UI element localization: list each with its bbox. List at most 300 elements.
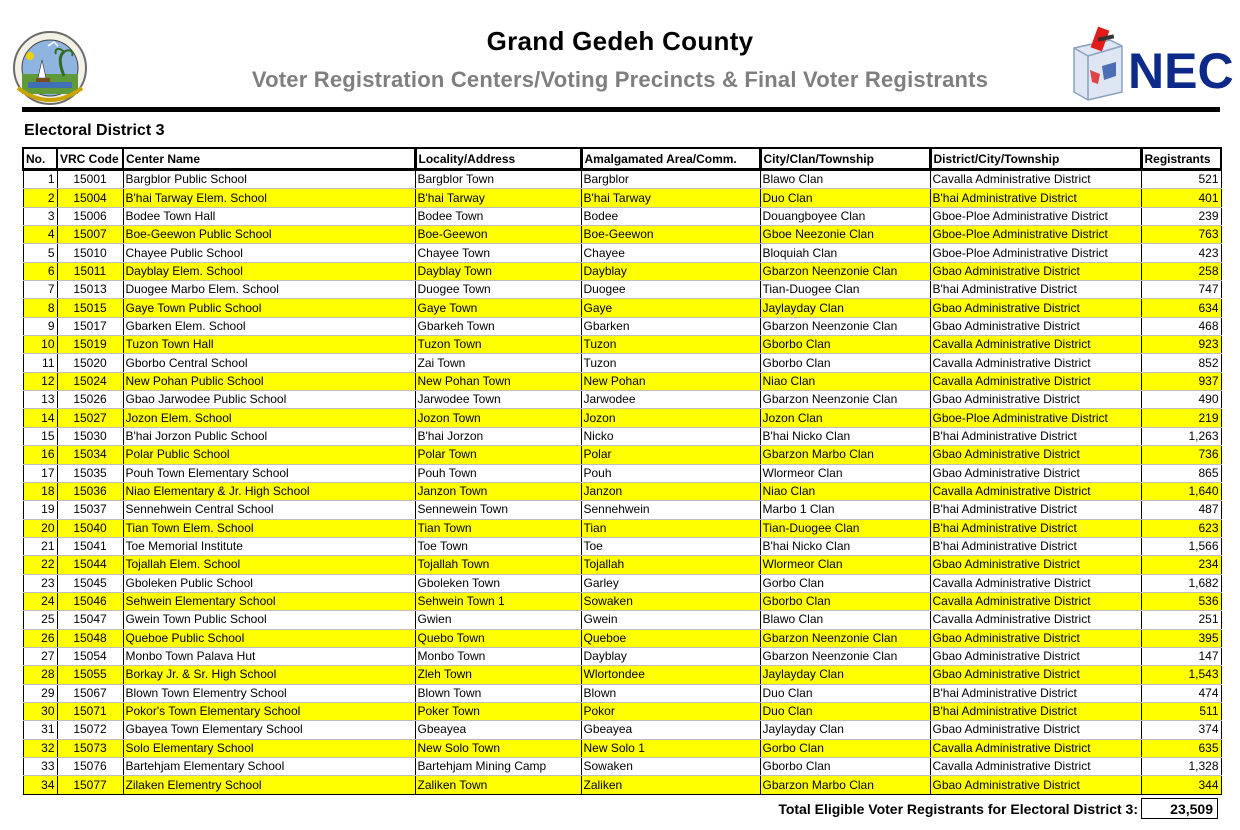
cell-vrc-code: 15007 xyxy=(57,226,123,244)
cell-row-no: 6 xyxy=(23,262,57,280)
cell-district: Gbao Administrative District xyxy=(930,464,1141,482)
cell-row-no: 10 xyxy=(23,336,57,354)
cell-vrc-code: 15020 xyxy=(57,354,123,372)
cell-locality: Gaye Town xyxy=(415,299,581,317)
district-title: Electoral District 3 xyxy=(24,122,165,139)
cell-amalgamated-area: Blown xyxy=(581,684,760,702)
cell-district: Cavalla Administrative District xyxy=(930,592,1141,610)
cell-amalgamated-area: Queboe xyxy=(581,629,760,647)
cell-city-clan: Bloquiah Clan xyxy=(760,244,930,262)
cell-row-no: 32 xyxy=(23,739,57,757)
cell-amalgamated-area: Sowaken xyxy=(581,592,760,610)
cell-district: Gboe-Ploe Administrative District xyxy=(930,226,1141,244)
col-header-registrants[interactable]: Registrants xyxy=(1141,148,1221,170)
table-row[interactable] xyxy=(23,170,1221,189)
cell-locality: Zleh Town xyxy=(415,666,581,684)
cell-district: B'hai Administrative District xyxy=(930,189,1141,207)
cell-district: Gbao Administrative District xyxy=(930,666,1141,684)
cell-city-clan: Gborbo Clan xyxy=(760,354,930,372)
col-header-district[interactable]: District/City/Township xyxy=(930,148,1141,170)
cell-vrc-code: 15076 xyxy=(57,758,123,776)
cell-city-clan: Jaylayday Clan xyxy=(760,299,930,317)
cell-locality: B'hai Tarway xyxy=(415,189,581,207)
cell-registrants: 344 xyxy=(1141,776,1221,794)
cell-city-clan: Tian-Duogee Clan xyxy=(760,281,930,299)
cell-locality: Bargblor Town xyxy=(415,170,581,189)
cell-city-clan: Gorbo Clan xyxy=(760,574,930,592)
cell-amalgamated-area: Tojallah xyxy=(581,556,760,574)
cell-amalgamated-area: Gbeayea xyxy=(581,721,760,739)
cell-registrants: 1,543 xyxy=(1141,666,1221,684)
cell-city-clan: Niao Clan xyxy=(760,372,930,390)
cell-amalgamated-area: Pokor xyxy=(581,702,760,720)
table-row[interactable] xyxy=(23,666,1221,684)
cell-district: Gboe-Ploe Administrative District xyxy=(930,409,1141,427)
table-row[interactable] xyxy=(23,684,1221,702)
cell-amalgamated-area: Jozon xyxy=(581,409,760,427)
cell-city-clan: Gbarzon Neenzonie Clan xyxy=(760,647,930,665)
cell-vrc-code: 15001 xyxy=(57,170,123,189)
cell-vrc-code: 15045 xyxy=(57,574,123,592)
cell-district: Gbao Administrative District xyxy=(930,776,1141,794)
cell-registrants: 763 xyxy=(1141,226,1221,244)
page-title: Grand Gedeh County xyxy=(486,26,754,56)
cell-registrants: 468 xyxy=(1141,317,1221,335)
table-row[interactable] xyxy=(23,519,1221,537)
cell-center-name: Bartehjam Elementary School xyxy=(123,758,415,776)
cell-locality: Bartehjam Mining Camp xyxy=(415,758,581,776)
cell-center-name: Sennehwein Central School xyxy=(123,501,415,519)
table-row[interactable] xyxy=(23,409,1221,427)
cell-amalgamated-area: Bodee xyxy=(581,207,760,225)
cell-row-no: 27 xyxy=(23,647,57,665)
cell-registrants: 490 xyxy=(1141,391,1221,409)
cell-center-name: Toe Memorial Institute xyxy=(123,537,415,555)
cell-locality: B'hai Jorzon xyxy=(415,427,581,445)
cell-row-no: 15 xyxy=(23,427,57,445)
cell-city-clan: B'hai Nicko Clan xyxy=(760,427,930,445)
table-row[interactable] xyxy=(23,244,1221,262)
cell-center-name: B'hai Tarway Elem. School xyxy=(123,189,415,207)
table-row[interactable] xyxy=(23,537,1221,555)
cell-district: Gbao Administrative District xyxy=(930,629,1141,647)
cell-vrc-code: 15010 xyxy=(57,244,123,262)
cell-center-name: Jozon Elem. School xyxy=(123,409,415,427)
cell-row-no: 4 xyxy=(23,226,57,244)
cell-row-no: 33 xyxy=(23,758,57,776)
cell-row-no: 14 xyxy=(23,409,57,427)
cell-vrc-code: 15040 xyxy=(57,519,123,537)
cell-amalgamated-area: Duogee xyxy=(581,281,760,299)
cell-center-name: Zilaken Elementry School xyxy=(123,776,415,794)
table-row[interactable] xyxy=(23,189,1221,207)
cell-district: B'hai Administrative District xyxy=(930,702,1141,720)
cell-city-clan: Duo Clan xyxy=(760,684,930,702)
table-row[interactable] xyxy=(23,427,1221,445)
table-row[interactable] xyxy=(23,299,1221,317)
cell-registrants: 147 xyxy=(1141,647,1221,665)
cell-amalgamated-area: Gaye xyxy=(581,299,760,317)
cell-center-name: Duogee Marbo Elem. School xyxy=(123,281,415,299)
table-body xyxy=(23,170,1221,795)
cell-row-no: 5 xyxy=(23,244,57,262)
cell-row-no: 31 xyxy=(23,721,57,739)
cell-registrants: 1,263 xyxy=(1141,427,1221,445)
cell-vrc-code: 15046 xyxy=(57,592,123,610)
cell-amalgamated-area: Bargblor xyxy=(581,170,760,189)
cell-row-no: 8 xyxy=(23,299,57,317)
table-row[interactable] xyxy=(23,262,1221,280)
cell-locality: Bodee Town xyxy=(415,207,581,225)
cell-amalgamated-area: Sowaken xyxy=(581,758,760,776)
cell-city-clan: Niao Clan xyxy=(760,482,930,500)
cell-registrants: 635 xyxy=(1141,739,1221,757)
cell-vrc-code: 15055 xyxy=(57,666,123,684)
cell-locality: Pouh Town xyxy=(415,464,581,482)
cell-registrants: 258 xyxy=(1141,262,1221,280)
cell-center-name: Borkay Jr. & Sr. High School xyxy=(123,666,415,684)
cell-registrants: 521 xyxy=(1141,170,1221,189)
cell-locality: Gbarkeh Town xyxy=(415,317,581,335)
cell-city-clan: Gbarzon Neenzonie Clan xyxy=(760,262,930,280)
cell-locality: Zaliken Town xyxy=(415,776,581,794)
cell-amalgamated-area: Toe xyxy=(581,537,760,555)
cell-vrc-code: 15004 xyxy=(57,189,123,207)
cell-vrc-code: 15037 xyxy=(57,501,123,519)
cell-vrc-code: 15030 xyxy=(57,427,123,445)
cell-district: Cavalla Administrative District xyxy=(930,336,1141,354)
cell-vrc-code: 15015 xyxy=(57,299,123,317)
cell-registrants: 1,328 xyxy=(1141,758,1221,776)
cell-locality: Duogee Town xyxy=(415,281,581,299)
cell-center-name: Boe-Geewon Public School xyxy=(123,226,415,244)
cell-row-no: 7 xyxy=(23,281,57,299)
cell-center-name: Dayblay Elem. School xyxy=(123,262,415,280)
cell-district: Gbao Administrative District xyxy=(930,262,1141,280)
cell-city-clan: Gbarzon Marbo Clan xyxy=(760,776,930,794)
cell-locality: Dayblay Town xyxy=(415,262,581,280)
cell-registrants: 536 xyxy=(1141,592,1221,610)
cell-registrants: 623 xyxy=(1141,519,1221,537)
cell-registrants: 937 xyxy=(1141,372,1221,390)
cell-vrc-code: 15024 xyxy=(57,372,123,390)
cell-vrc-code: 15071 xyxy=(57,702,123,720)
cell-district: B'hai Administrative District xyxy=(930,501,1141,519)
cell-city-clan: Douangboyee Clan xyxy=(760,207,930,225)
cell-amalgamated-area: Zaliken xyxy=(581,776,760,794)
cell-center-name: Chayee Public School xyxy=(123,244,415,262)
cell-locality: Tojallah Town xyxy=(415,556,581,574)
cell-center-name: Tojallah Elem. School xyxy=(123,556,415,574)
cell-locality: Polar Town xyxy=(415,446,581,464)
cell-city-clan: Marbo 1 Clan xyxy=(760,501,930,519)
col-header-city-clan[interactable]: City/Clan/Township xyxy=(760,148,930,170)
cell-registrants: 747 xyxy=(1141,281,1221,299)
cell-vrc-code: 15026 xyxy=(57,391,123,409)
cell-center-name: Tuzon Town Hall xyxy=(123,336,415,354)
cell-registrants: 234 xyxy=(1141,556,1221,574)
cell-city-clan: Wlormeor Clan xyxy=(760,464,930,482)
cell-center-name: Bodee Town Hall xyxy=(123,207,415,225)
cell-center-name: Gbarken Elem. School xyxy=(123,317,415,335)
table-row[interactable] xyxy=(23,721,1221,739)
cell-locality: Chayee Town xyxy=(415,244,581,262)
cell-city-clan: Jozon Clan xyxy=(760,409,930,427)
table-row[interactable] xyxy=(23,336,1221,354)
cell-city-clan: Gboe Neezonie Clan xyxy=(760,226,930,244)
cell-registrants: 852 xyxy=(1141,354,1221,372)
cell-row-no: 26 xyxy=(23,629,57,647)
col-header-locality[interactable]: Locality/Address xyxy=(415,148,581,170)
table-row[interactable] xyxy=(23,776,1221,794)
cell-vrc-code: 15034 xyxy=(57,446,123,464)
cell-district: Cavalla Administrative District xyxy=(930,354,1141,372)
cell-locality: Poker Town xyxy=(415,702,581,720)
cell-row-no: 25 xyxy=(23,611,57,629)
table-row[interactable] xyxy=(23,611,1221,629)
cell-amalgamated-area: Gwein xyxy=(581,611,760,629)
cell-center-name: Gbayea Town Elementary School xyxy=(123,721,415,739)
cell-registrants: 736 xyxy=(1141,446,1221,464)
cell-vrc-code: 15048 xyxy=(57,629,123,647)
cell-locality: Sennewein Town xyxy=(415,501,581,519)
cell-locality: Tian Town xyxy=(415,519,581,537)
cell-district: Gbao Administrative District xyxy=(930,391,1141,409)
cell-amalgamated-area: Tuzon xyxy=(581,336,760,354)
cell-city-clan: Gbarzon Neenzonie Clan xyxy=(760,391,930,409)
cell-amalgamated-area: Garley xyxy=(581,574,760,592)
page-subtitle: Voter Registration Centers/Voting Precincts & Final Voter Registrants xyxy=(251,67,989,92)
cell-center-name: Niao Elementary & Jr. High School xyxy=(123,482,415,500)
cell-city-clan: B'hai Nicko Clan xyxy=(760,537,930,555)
cell-amalgamated-area: Chayee xyxy=(581,244,760,262)
cell-registrants: 239 xyxy=(1141,207,1221,225)
cell-amalgamated-area: Sennehwein xyxy=(581,501,760,519)
cell-vrc-code: 15054 xyxy=(57,647,123,665)
cell-district: B'hai Administrative District xyxy=(930,281,1141,299)
cell-city-clan: Gborbo Clan xyxy=(760,758,930,776)
cell-locality: Blown Town xyxy=(415,684,581,702)
cell-registrants: 374 xyxy=(1141,721,1221,739)
cell-locality: Gboleken Town xyxy=(415,574,581,592)
cell-vrc-code: 15027 xyxy=(57,409,123,427)
table-row[interactable] xyxy=(23,207,1221,225)
cell-vrc-code: 15011 xyxy=(57,262,123,280)
table-row[interactable] xyxy=(23,647,1221,665)
cell-registrants: 487 xyxy=(1141,501,1221,519)
cell-center-name: Gborbo Central School xyxy=(123,354,415,372)
cell-row-no: 2 xyxy=(23,189,57,207)
cell-district: Cavalla Administrative District xyxy=(930,170,1141,189)
cell-amalgamated-area: Tuzon xyxy=(581,354,760,372)
cell-amalgamated-area: Gbarken xyxy=(581,317,760,335)
cell-row-no: 30 xyxy=(23,702,57,720)
cell-center-name: Sehwein Elementary School xyxy=(123,592,415,610)
table-row[interactable] xyxy=(23,574,1221,592)
cell-vrc-code: 15044 xyxy=(57,556,123,574)
cell-row-no: 22 xyxy=(23,556,57,574)
table-row[interactable] xyxy=(23,739,1221,757)
cell-locality: Gbeayea xyxy=(415,721,581,739)
cell-row-no: 18 xyxy=(23,482,57,500)
col-header-center-name[interactable]: Center Name xyxy=(123,148,415,170)
cell-city-clan: Gorbo Clan xyxy=(760,739,930,757)
cell-city-clan: Blawo Clan xyxy=(760,611,930,629)
col-header-amalgamated-area[interactable]: Amalgamated Area/Comm. xyxy=(581,148,760,170)
cell-locality: Tuzon Town xyxy=(415,336,581,354)
nec-logo-text: NEC xyxy=(1128,43,1234,99)
cell-row-no: 3 xyxy=(23,207,57,225)
cell-registrants: 1,640 xyxy=(1141,482,1221,500)
cell-center-name: Solo Elementary School xyxy=(123,739,415,757)
cell-amalgamated-area: Nicko xyxy=(581,427,760,445)
cell-amalgamated-area: Dayblay xyxy=(581,262,760,280)
cell-registrants: 923 xyxy=(1141,336,1221,354)
table-row[interactable] xyxy=(23,317,1221,335)
cell-amalgamated-area: New Pohan xyxy=(581,372,760,390)
cell-locality: Janzon Town xyxy=(415,482,581,500)
cell-amalgamated-area: Dayblay xyxy=(581,647,760,665)
table-row[interactable] xyxy=(23,391,1221,409)
table-row[interactable] xyxy=(23,281,1221,299)
cell-locality: Zai Town xyxy=(415,354,581,372)
cell-center-name: Polar Public School xyxy=(123,446,415,464)
cell-amalgamated-area: Tian xyxy=(581,519,760,537)
cell-center-name: Pouh Town Elementary School xyxy=(123,464,415,482)
table-row[interactable] xyxy=(23,482,1221,500)
cell-district: B'hai Administrative District xyxy=(930,537,1141,555)
cell-district: Gbao Administrative District xyxy=(930,556,1141,574)
cell-amalgamated-area: Polar xyxy=(581,446,760,464)
cell-district: Cavalla Administrative District xyxy=(930,574,1141,592)
col-header-no[interactable]: No. xyxy=(23,148,57,170)
table-row[interactable] xyxy=(23,354,1221,372)
table-row[interactable] xyxy=(23,702,1221,720)
cell-city-clan: Duo Clan xyxy=(760,702,930,720)
total-label: Total Eligible Voter Registrants for Electoral District 3: xyxy=(778,801,1138,817)
cell-vrc-code: 15073 xyxy=(57,739,123,757)
table-row[interactable] xyxy=(23,464,1221,482)
cell-amalgamated-area: Wlortondee xyxy=(581,666,760,684)
cell-row-no: 19 xyxy=(23,501,57,519)
cell-locality: Gwien xyxy=(415,611,581,629)
cell-city-clan: Duo Clan xyxy=(760,189,930,207)
cell-city-clan: Gbarzon Marbo Clan xyxy=(760,446,930,464)
cell-registrants: 474 xyxy=(1141,684,1221,702)
cell-city-clan: Wlormeor Clan xyxy=(760,556,930,574)
cell-registrants: 395 xyxy=(1141,629,1221,647)
cell-vrc-code: 15013 xyxy=(57,281,123,299)
table-header-row xyxy=(23,148,1221,170)
cell-district: Gboe-Ploe Administrative District xyxy=(930,207,1141,225)
cell-district: Cavalla Administrative District xyxy=(930,611,1141,629)
col-header-vrc-code[interactable]: VRC Code xyxy=(57,148,123,170)
cell-city-clan: Blawo Clan xyxy=(760,170,930,189)
cell-district: Cavalla Administrative District xyxy=(930,739,1141,757)
cell-amalgamated-area: Jarwodee xyxy=(581,391,760,409)
cell-row-no: 23 xyxy=(23,574,57,592)
total-value: 23,509 xyxy=(1141,798,1218,819)
cell-district: Gbao Administrative District xyxy=(930,721,1141,739)
table-row[interactable] xyxy=(23,226,1221,244)
cell-center-name: Queboe Public School xyxy=(123,629,415,647)
cell-locality: Sehwein Town 1 xyxy=(415,592,581,610)
cell-center-name: Blown Town Elementry School xyxy=(123,684,415,702)
registration-table xyxy=(22,147,1222,795)
cell-center-name: Gaye Town Public School xyxy=(123,299,415,317)
cell-center-name: Pokor's Town Elementary School xyxy=(123,702,415,720)
cell-row-no: 29 xyxy=(23,684,57,702)
table-row[interactable] xyxy=(23,629,1221,647)
cell-vrc-code: 15041 xyxy=(57,537,123,555)
cell-district: Cavalla Administrative District xyxy=(930,758,1141,776)
cell-district: Gboe-Ploe Administrative District xyxy=(930,244,1141,262)
nec-logo-icon xyxy=(1070,26,1234,104)
header-rule xyxy=(22,107,1220,112)
cell-vrc-code: 15036 xyxy=(57,482,123,500)
cell-amalgamated-area: B'hai Tarway xyxy=(581,189,760,207)
cell-locality: Monbo Town xyxy=(415,647,581,665)
cell-center-name: Gbao Jarwodee Public School xyxy=(123,391,415,409)
cell-registrants: 1,566 xyxy=(1141,537,1221,555)
cell-city-clan: Gborbo Clan xyxy=(760,336,930,354)
cell-district: Cavalla Administrative District xyxy=(930,372,1141,390)
cell-row-no: 1 xyxy=(23,170,57,189)
cell-district: Cavalla Administrative District xyxy=(930,482,1141,500)
cell-city-clan: Gborbo Clan xyxy=(760,592,930,610)
cell-center-name: Gwein Town Public School xyxy=(123,611,415,629)
cell-center-name: Gboleken Public School xyxy=(123,574,415,592)
cell-registrants: 634 xyxy=(1141,299,1221,317)
table-row[interactable] xyxy=(23,556,1221,574)
cell-locality: Quebo Town xyxy=(415,629,581,647)
cell-row-no: 34 xyxy=(23,776,57,794)
cell-district: B'hai Administrative District xyxy=(930,519,1141,537)
cell-center-name: Bargblor Public School xyxy=(123,170,415,189)
cell-registrants: 423 xyxy=(1141,244,1221,262)
cell-city-clan: Gbarzon Neenzonie Clan xyxy=(760,317,930,335)
cell-locality: Jozon Town xyxy=(415,409,581,427)
cell-vrc-code: 15019 xyxy=(57,336,123,354)
cell-city-clan: Tian-Duogee Clan xyxy=(760,519,930,537)
cell-amalgamated-area: Pouh xyxy=(581,464,760,482)
cell-row-no: 11 xyxy=(23,354,57,372)
cell-city-clan: Jaylayday Clan xyxy=(760,721,930,739)
table-row[interactable] xyxy=(23,446,1221,464)
cell-row-no: 17 xyxy=(23,464,57,482)
cell-district: Gbao Administrative District xyxy=(930,446,1141,464)
cell-vrc-code: 15067 xyxy=(57,684,123,702)
table-row[interactable] xyxy=(23,501,1221,519)
cell-registrants: 401 xyxy=(1141,189,1221,207)
cell-locality: New Solo Town xyxy=(415,739,581,757)
table-row[interactable] xyxy=(23,372,1221,390)
cell-center-name: Monbo Town Palava Hut xyxy=(123,647,415,665)
cell-registrants: 865 xyxy=(1141,464,1221,482)
table-row[interactable] xyxy=(23,592,1221,610)
cell-vrc-code: 15077 xyxy=(57,776,123,794)
cell-city-clan: Jaylayday Clan xyxy=(760,666,930,684)
cell-row-no: 24 xyxy=(23,592,57,610)
cell-registrants: 1,682 xyxy=(1141,574,1221,592)
cell-registrants: 511 xyxy=(1141,702,1221,720)
cell-district: Gbao Administrative District xyxy=(930,647,1141,665)
cell-vrc-code: 15017 xyxy=(57,317,123,335)
cell-row-no: 13 xyxy=(23,391,57,409)
table-row[interactable] xyxy=(23,758,1221,776)
cell-center-name: B'hai Jorzon Public School xyxy=(123,427,415,445)
cell-vrc-code: 15035 xyxy=(57,464,123,482)
